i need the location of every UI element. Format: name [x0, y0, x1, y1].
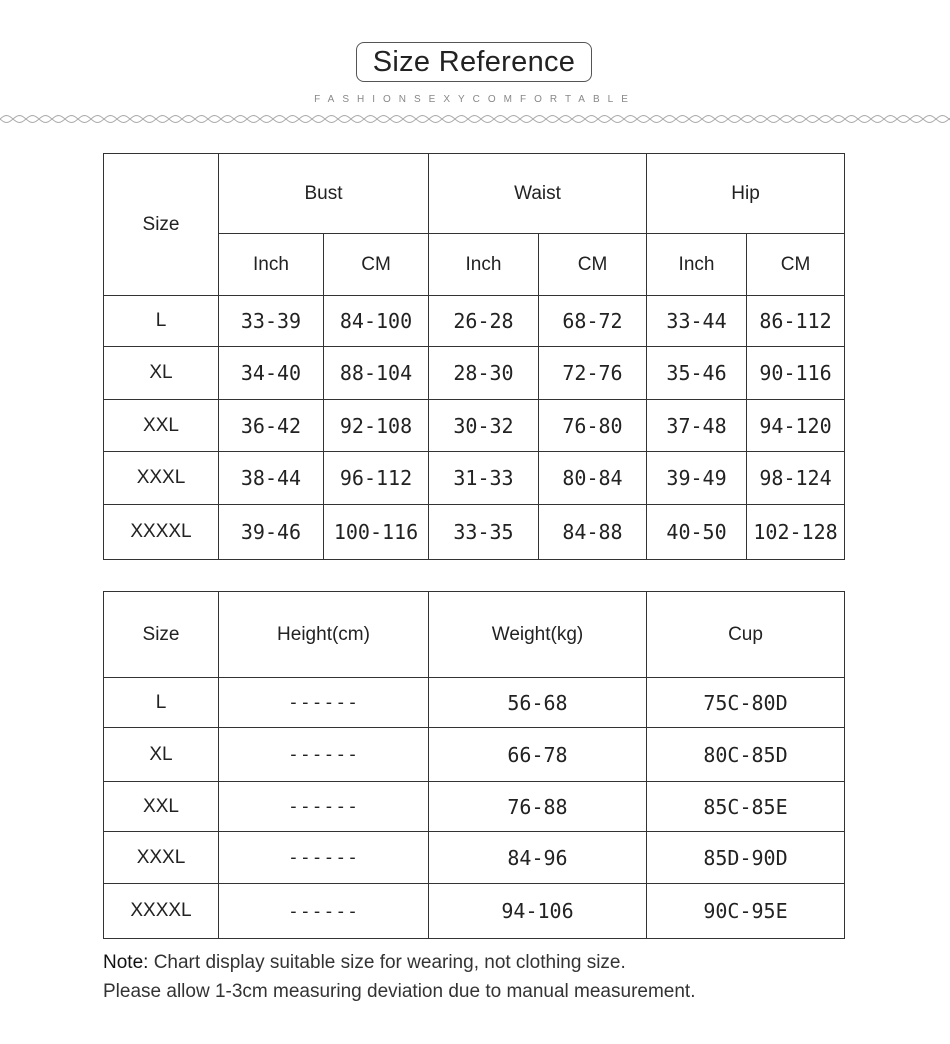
page-subtitle: FASHIONSEXYCOMFORTABLE: [314, 94, 636, 105]
wave-line: [0, 116, 950, 123]
weight-cell: 66-78: [429, 728, 647, 782]
size-cell: XL: [104, 728, 219, 782]
value-cell: 88-104: [324, 347, 429, 400]
note-text-1: Chart display suitable size for wearing, not clothing size.: [153, 952, 626, 973]
value-cell: 92-108: [324, 400, 429, 452]
size-cell: XXXXL: [104, 884, 219, 939]
size-cell: XL: [104, 347, 219, 400]
table-row: [104, 782, 845, 832]
cup-cell: 75C-80D: [647, 678, 845, 728]
height-cell: ------: [219, 728, 429, 782]
weight-cell: 94-106: [429, 884, 647, 939]
table-row: [104, 884, 845, 939]
unit-header: Inch: [429, 234, 539, 296]
measure-header-hip: Hip: [647, 154, 845, 234]
measure-header-bust: Bust: [219, 154, 429, 234]
table-row: [104, 347, 845, 400]
wave-divider: [0, 111, 950, 127]
height-cell: ------: [219, 678, 429, 728]
value-cell: 76-80: [539, 400, 647, 452]
unit-header: CM: [324, 234, 429, 296]
fit-header-weight: Weight(kg): [429, 592, 647, 678]
value-cell: 100-116: [324, 505, 429, 560]
page-title-text: Size Reference: [372, 45, 576, 78]
value-cell: 31-33: [429, 452, 539, 505]
table-row: [104, 452, 845, 505]
table-row: [104, 505, 845, 560]
fit-header-height: Height(cm): [219, 592, 429, 678]
value-cell: 84-100: [324, 296, 429, 347]
measure-header-waist: Waist: [429, 154, 647, 234]
measurement-table: [103, 153, 845, 560]
value-cell: 36-42: [219, 400, 324, 452]
value-cell: 84-88: [539, 505, 647, 560]
value-cell: 96-112: [324, 452, 429, 505]
note-label: Note:: [103, 952, 149, 973]
cup-cell: 85D-90D: [647, 832, 845, 884]
size-cell: L: [104, 678, 219, 728]
cup-cell: 90C-95E: [647, 884, 845, 939]
cup-cell: 80C-85D: [647, 728, 845, 782]
measure-header-size: Size: [104, 154, 219, 296]
table-row: [104, 832, 845, 884]
value-cell: 35-46: [647, 347, 747, 400]
value-cell: 90-116: [747, 347, 845, 400]
weight-cell: 76-88: [429, 782, 647, 832]
fit-header-cup: Cup: [647, 592, 845, 678]
value-cell: 28-30: [429, 347, 539, 400]
value-cell: 98-124: [747, 452, 845, 505]
value-cell: 80-84: [539, 452, 647, 505]
height-cell: ------: [219, 782, 429, 832]
value-cell: 26-28: [429, 296, 539, 347]
height-cell: ------: [219, 884, 429, 939]
value-cell: 102-128: [747, 505, 845, 560]
note-line-1: [103, 952, 626, 974]
value-cell: 34-40: [219, 347, 324, 400]
value-cell: 40-50: [647, 505, 747, 560]
unit-header: Inch: [219, 234, 324, 296]
value-cell: 86-112: [747, 296, 845, 347]
value-cell: 33-39: [219, 296, 324, 347]
size-cell: XXL: [104, 400, 219, 452]
size-cell: XXXXL: [104, 505, 219, 560]
fit-table: [103, 591, 845, 939]
table-row: [104, 728, 845, 782]
size-cell: XXL: [104, 782, 219, 832]
size-cell: XXXL: [104, 452, 219, 505]
value-cell: 33-44: [647, 296, 747, 347]
value-cell: 72-76: [539, 347, 647, 400]
value-cell: 68-72: [539, 296, 647, 347]
table-row: [104, 296, 845, 347]
weight-cell: 84-96: [429, 832, 647, 884]
value-cell: 37-48: [647, 400, 747, 452]
table-row: [104, 400, 845, 452]
value-cell: 30-32: [429, 400, 539, 452]
value-cell: 38-44: [219, 452, 324, 505]
value-cell: 33-35: [429, 505, 539, 560]
value-cell: 39-46: [219, 505, 324, 560]
height-cell: ------: [219, 832, 429, 884]
value-cell: 94-120: [747, 400, 845, 452]
table-row: [104, 678, 845, 728]
note-line-2: Please allow 1-3cm measuring deviation due to manual measurement.: [103, 981, 696, 1002]
size-cell: L: [104, 296, 219, 347]
unit-header: Inch: [647, 234, 747, 296]
unit-header: CM: [539, 234, 647, 296]
page-title: [356, 42, 592, 82]
fit-header-size: Size: [104, 592, 219, 678]
weight-cell: 56-68: [429, 678, 647, 728]
cup-cell: 85C-85E: [647, 782, 845, 832]
unit-header: CM: [747, 234, 845, 296]
value-cell: 39-49: [647, 452, 747, 505]
size-cell: XXXL: [104, 832, 219, 884]
